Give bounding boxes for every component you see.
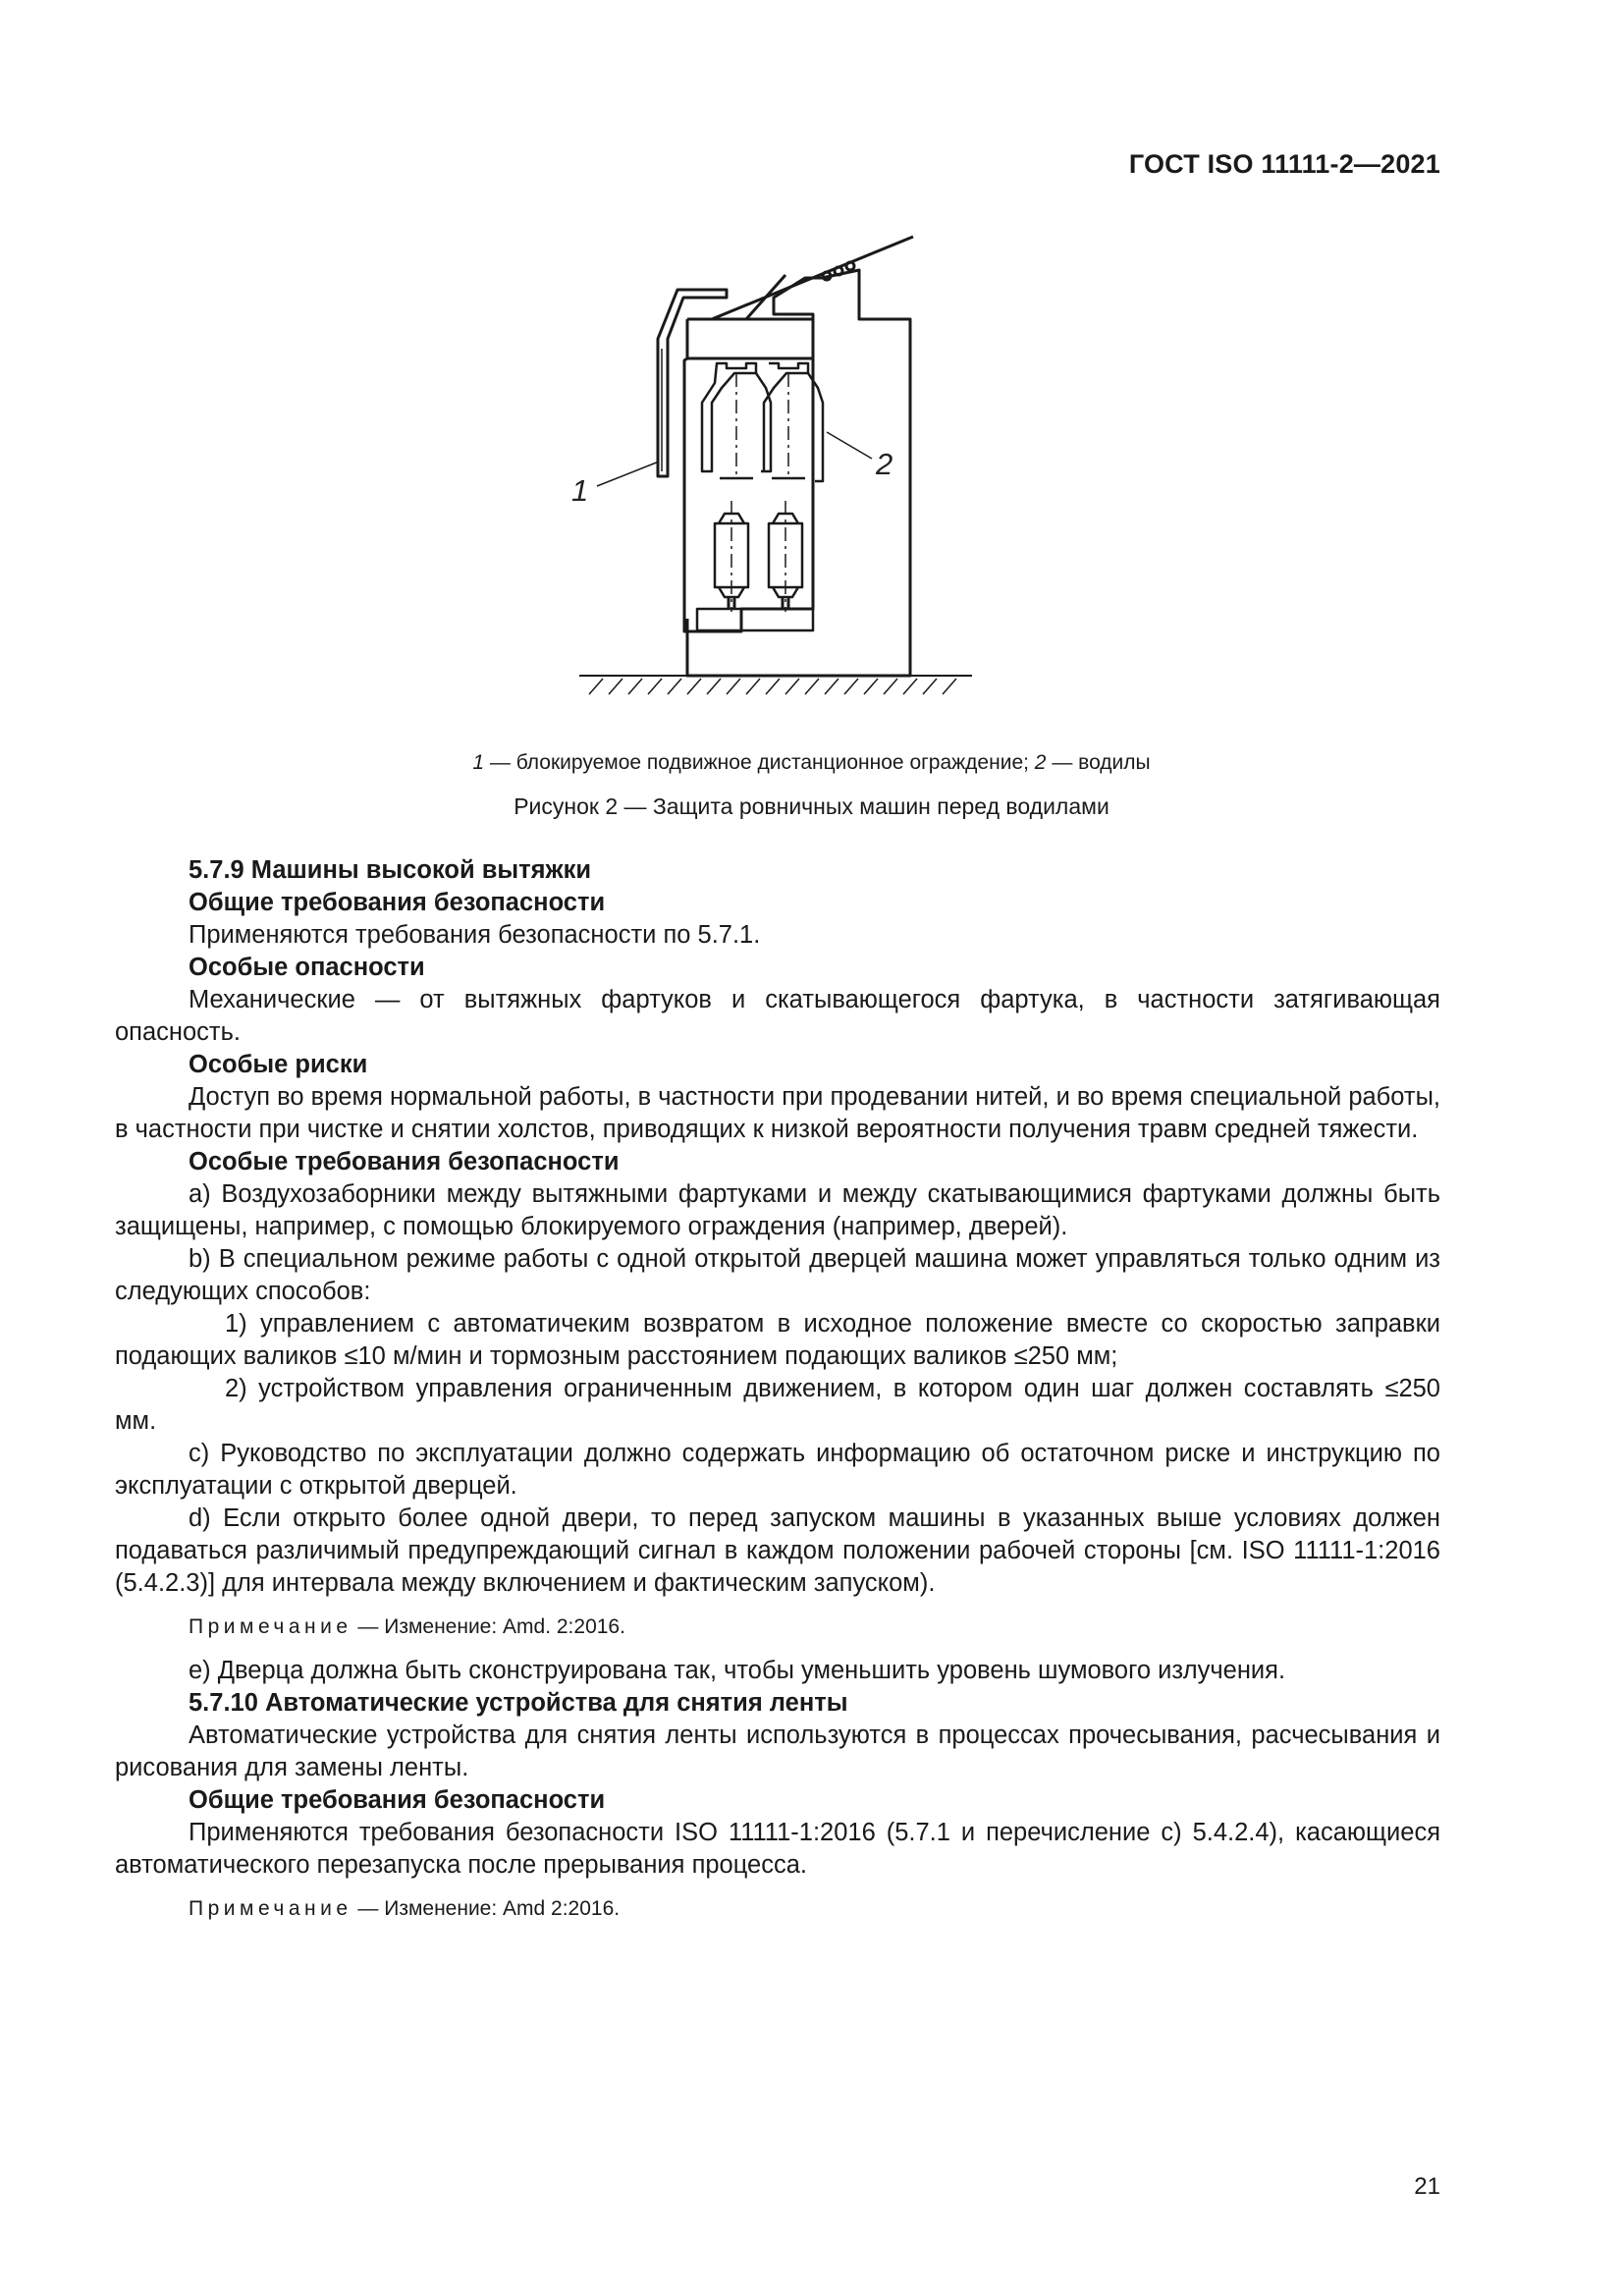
item-c: с) Руководство по эксплуатации должно содержать информацию об остаточном риске и инструкцию по эксплуатации с открытой дверцей. — [115, 1440, 1440, 1500]
flyer-left — [702, 363, 756, 471]
special-hazards-text: Механические — от вытяжных фартуков и скатывающегося фартука, в частности затягивающая опасность. — [115, 986, 1440, 1046]
bobbin-rail — [697, 609, 813, 630]
figure-2-drawing — [560, 221, 992, 712]
section-5-7-9-title: 5.7.9 Машины высокой вытяжки — [189, 856, 592, 884]
general-requirements-text-2: Применяются требования безопасности ISO 11111-1:2016 (5.7.1 и перечисление с) 5.4.2.4), касающиеся автоматического перезапуска после прерывания процесса. — [115, 1819, 1440, 1879]
note-1-text: — Изменение: Amd. 2:2016. — [352, 1615, 625, 1638]
figure-label-2: 2 — [876, 447, 893, 481]
general-requirements-text: Применяются требования безопасности по 5.7.1. — [189, 921, 761, 949]
item-e: е) Дверца должна быть сконструирована так, чтобы уменьшить уровень шумового излучения. — [189, 1657, 1286, 1684]
item-a: а) Воздухозаборники между вытяжными фартуками и между скатывающимися фартуками должны быть защищены, например, с помощью блокируемого ограждения (например, дверей). — [115, 1180, 1440, 1240]
figure-label-1: 1 — [571, 473, 589, 508]
special-risks-heading: Особые риски — [189, 1051, 368, 1078]
item-b: b) В специальном режиме работы с одной открытой дверцей машина может управляться только одним из следующих способов: — [115, 1245, 1440, 1305]
special-risks-text: Доступ во время нормальной работы, в частности при продевании нитей, и во время специальной работы, в частности при чистке и снятии холстов, приводящих к низкой вероятности получения травм средней тяжести. — [115, 1083, 1440, 1143]
bobbin-left — [715, 501, 748, 612]
item-b-1: 1) управлением с автоматичеким возвратом в исходное положение вместе со скоростью заправки подающих валиков ≤10 м/мин и тормозным расстоянием подающих валиков ≤250 мм; — [115, 1310, 1440, 1370]
note-2-text: — Изменение: Amd 2:2016. — [352, 1897, 621, 1920]
special-requirements-heading: Особые требования безопасности — [189, 1148, 620, 1175]
item-d: d) Если открыто более одной двери, то перед запуском машины в указанных выше условиях должен подаваться различимый предупреждающий сигнал в каждом положении рабочей стороны [см. ISO 11111-1:2016 (5.4.2.3)] для интервала между включением и фактическим запуском). — [115, 1504, 1440, 1597]
note-2-label: Примечание — [189, 1897, 352, 1920]
general-requirements-heading-2: Общие требования безопасности — [189, 1786, 606, 1814]
figure-legend — [0, 751, 1623, 775]
page-number: 21 — [1414, 2173, 1440, 2200]
special-hazards-heading: Особые опасности — [189, 954, 425, 981]
figure-caption: Рисунок 2 — Защита ровничных машин перед водилами — [514, 793, 1109, 819]
roving-line — [712, 237, 913, 319]
legend-item1-text: — блокируемое подвижное дистанционное ограждение; — [484, 751, 1035, 774]
legend-item2-num: 2 — [1034, 751, 1047, 774]
section-5-7-10-text: Автоматические устройства для снятия ленты используются в процессах прочесывания, расчесывания и рисования для замены ленты. — [115, 1722, 1440, 1781]
item-b-2: 2) устройством управления ограниченным движением, в котором один шаг должен составлять ≤250 мм. — [115, 1375, 1440, 1435]
bobbin-right — [769, 501, 802, 612]
document-code: ГОСТ ISO 11111-2—2021 — [1128, 149, 1440, 179]
note-1-label: Примечание — [189, 1615, 352, 1638]
document-body — [115, 854, 1440, 1937]
legend-item2-text: — водилы — [1046, 751, 1151, 774]
legend-item1-num: 1 — [472, 751, 485, 774]
general-requirements-heading: Общие требования безопасности — [189, 889, 606, 916]
section-5-7-10-title: 5.7.10 Автоматические устройства для снятия ленты — [189, 1689, 848, 1717]
note-1 — [115, 1613, 1440, 1641]
note-2 — [115, 1895, 1440, 1923]
